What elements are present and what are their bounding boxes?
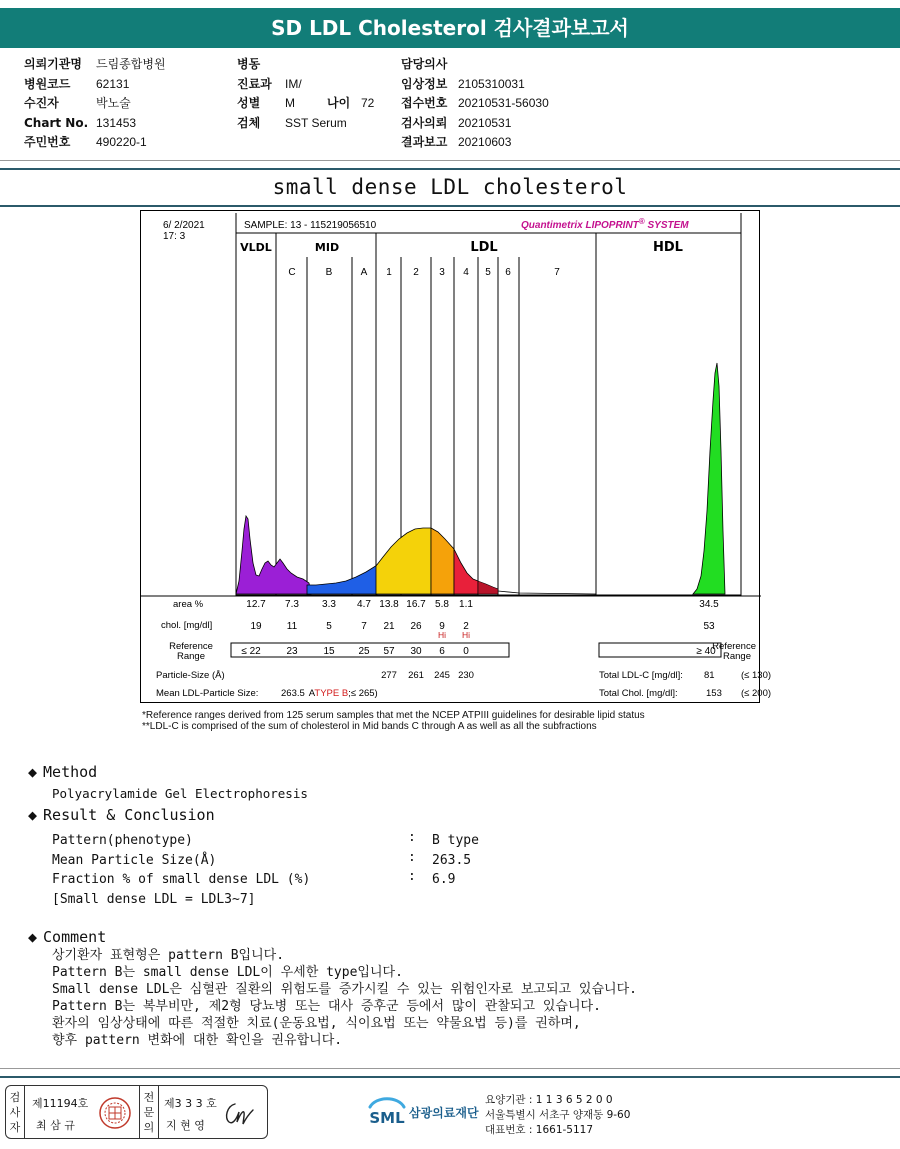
- result-key: Mean Particle Size(Å): [52, 853, 217, 868]
- band-label: 5: [485, 267, 491, 278]
- area-value-hdl: 34.5: [699, 599, 719, 610]
- doc-title: small dense LDL cholesterol: [272, 175, 628, 199]
- chol-value-hdl: 53: [703, 621, 715, 632]
- hi-flag: Hi: [461, 630, 471, 640]
- institution-address: 서울특별시 서초구 양재동 9-60: [485, 1109, 631, 1121]
- area-value: 4.7: [357, 599, 371, 610]
- chart-sample: SAMPLE: 13 - 115219056510: [244, 220, 377, 231]
- area-value: 12.7: [246, 599, 266, 610]
- mean-ldl-type-prefix: A: [308, 688, 315, 699]
- patient-info-right: [401, 55, 549, 153]
- comment-line: 향후 pattern 변화에 대한 확인을 권유합니다.: [52, 1033, 343, 1048]
- comment-line: 환자의 임상상태에 따른 적절한 치료(운동요법, 식이요법 또는 약물요법 등)를 권하며,: [52, 1016, 581, 1031]
- band-label: 6: [505, 267, 511, 278]
- result-colon: :: [408, 869, 416, 884]
- label-request-date: 검사의뢰: [401, 115, 448, 130]
- patient-info-left: [24, 55, 166, 153]
- chol-value: 9: [439, 621, 445, 632]
- value-department: IM/: [285, 76, 302, 91]
- result-colon: :: [408, 850, 416, 865]
- total-ldl-label: Total LDL-C [mg/dl]:: [599, 670, 683, 681]
- band-label: B: [325, 267, 333, 278]
- specialist-label: 전 문 의: [143, 1091, 155, 1134]
- method-text: Polyacrylamide Gel Electrophoresis: [52, 786, 308, 801]
- group-ldl: LDL: [470, 240, 498, 255]
- value-report-date: 20210603: [458, 135, 512, 149]
- peak-ldl1: [376, 528, 431, 594]
- value-chart-no: 131453: [96, 115, 137, 130]
- examiner-license: 제11194호: [32, 1097, 89, 1110]
- peak-ldl4: [478, 581, 498, 594]
- comment-line: Pattern B는 복부비만, 제2형 당뇨병 또는 대사 증후군 등에서 많이 관찰되고 있습니다.: [52, 999, 601, 1014]
- divider: [0, 168, 900, 170]
- specialist-name: 지 현 영: [166, 1119, 205, 1132]
- area-value: 1.1: [459, 599, 473, 610]
- total-ldl-range: (≤ 130): [741, 670, 772, 681]
- total-chol-value: 153: [706, 688, 722, 699]
- area-value: 13.8: [379, 599, 399, 610]
- divider: [0, 160, 900, 161]
- signature-icon: [221, 1098, 261, 1130]
- mean-ldl-type: TYPE B: [314, 688, 349, 699]
- result-pattern-value: B type: [432, 833, 479, 848]
- band-label: 7: [554, 267, 560, 278]
- divider: [0, 205, 900, 207]
- chol-value: 2: [463, 621, 469, 632]
- value-clinical-info: 2105310031: [458, 76, 525, 91]
- value-receipt-no: 20210531-56030: [458, 96, 549, 110]
- total-chol-label: Total Chol. [mg/dl]:: [599, 688, 678, 699]
- label-ward: 병동: [237, 57, 261, 71]
- hi-flag: Hi: [437, 630, 447, 640]
- ref-value: 15: [323, 646, 335, 657]
- ref-value: 6: [439, 646, 445, 657]
- label-age: 나이: [327, 96, 351, 110]
- label-resident-no: 주민번호: [24, 135, 71, 149]
- ref-value: 25: [358, 646, 370, 657]
- group-vldl: VLDL: [240, 241, 272, 254]
- band-label: 2: [413, 267, 419, 278]
- value-patient: 박노술: [96, 96, 131, 110]
- result-key: Pattern(phenotype): [52, 833, 193, 848]
- patient-info: [0, 55, 900, 155]
- value-hospital-code: 62131: [96, 76, 130, 91]
- method-heading: ◆ Method: [28, 763, 98, 781]
- result-heading: ◆ Result & Conclusion: [28, 806, 215, 824]
- diamond-icon: ◆: [28, 928, 38, 946]
- label-report-date: 결과보고: [401, 135, 448, 149]
- mean-ldl-row: [281, 688, 378, 699]
- signature-box: [5, 1085, 268, 1139]
- band-label: A: [360, 267, 368, 278]
- comment-text: [52, 947, 637, 1049]
- footnote: **LDL-C is comprised of the sum of cholesterol in Mid bands C through A as well as all the subfractions: [142, 721, 597, 732]
- examiner-name: 최 삼 규: [36, 1119, 75, 1132]
- chol-value: 11: [286, 621, 298, 632]
- seal-icon: [98, 1094, 132, 1132]
- result-fraction-value: 6.9: [432, 872, 456, 887]
- ref-value-hdl: ≥ 40: [696, 646, 716, 657]
- mean-ldl-value: 263.5: [281, 688, 305, 699]
- ref-value: 23: [286, 646, 298, 657]
- peak-mid: [307, 565, 377, 594]
- value-age: 72: [361, 96, 375, 110]
- area-value: 7.3: [285, 599, 299, 610]
- chart-date: 6/ 2/2021: [163, 220, 205, 231]
- label-hospital-code: 병원코드: [24, 76, 71, 91]
- institution-info: [485, 1093, 630, 1138]
- label-receipt-no: 접수번호: [401, 96, 448, 110]
- particle-size: 245: [434, 670, 450, 681]
- chol-value: 7: [361, 621, 367, 632]
- comment-heading: ◆ Comment: [28, 928, 107, 946]
- band-label: 3: [439, 267, 445, 278]
- chart-brand: Quantimetrix LIPOPRINT® SYSTEM: [521, 217, 689, 231]
- label-sex: 성별: [237, 96, 261, 110]
- divider: [0, 1068, 900, 1069]
- chol-value: 26: [410, 621, 422, 632]
- label-physician: 담당의사: [401, 57, 448, 71]
- examiner-label: 검 사 자: [9, 1091, 21, 1134]
- value-requester: 드림종합병원: [96, 57, 166, 71]
- value-resident-no: 490220-1: [96, 135, 147, 149]
- peak-ldl2: [431, 528, 454, 594]
- total-chol-range: (≤ 200): [741, 688, 772, 699]
- lipoprint-chart-svg: [141, 211, 772, 704]
- band-label: 1: [386, 267, 392, 278]
- institution-code: 요양기관 : 1 1 3 6 5 2 0 0: [485, 1094, 613, 1106]
- chol-value: 5: [326, 621, 332, 632]
- ref-value: 30: [410, 646, 422, 657]
- institution-phone: 대표번호 : 1661-5117: [485, 1124, 594, 1136]
- row-label-ref-right-2: Range: [723, 651, 751, 662]
- label-department: 진료과: [237, 76, 272, 91]
- chol-value: 21: [383, 621, 395, 632]
- comment-line: 상기환자 표현형은 pattern B입니다.: [52, 948, 285, 963]
- row-label-ref-right-1: Reference: [712, 641, 756, 652]
- label-patient: 수진자: [24, 96, 59, 110]
- comment-line: Small dense LDL은 심혈관 질환의 위험도를 증가시킬 수 있는 위험인자로 보고되고 있습니다.: [52, 982, 637, 997]
- particle-size: 277: [381, 670, 397, 681]
- particle-size: 230: [458, 670, 474, 681]
- label-chart-no: Chart No.: [24, 115, 89, 130]
- divider: [0, 1076, 900, 1078]
- chol-value: 19: [250, 621, 262, 632]
- sml-logo-text: SML: [369, 1109, 405, 1127]
- peak-hdl: [693, 363, 725, 594]
- particle-size-label: Particle-Size (Å): [156, 670, 225, 681]
- institution-name: 삼광의료재단: [409, 1106, 479, 1120]
- sml-logo-icon: [366, 1093, 408, 1127]
- ref-value: 57: [383, 646, 395, 657]
- peak-ldl3: [454, 549, 478, 594]
- area-value: 3.3: [322, 599, 336, 610]
- total-ldl-value: 81: [704, 670, 715, 681]
- ref-value: ≤ 22: [241, 646, 261, 657]
- specialist-license: 제3 3 3 호: [164, 1097, 217, 1110]
- mean-ldl-label: Mean LDL-Particle Size:: [156, 688, 259, 699]
- label-specimen: 검체: [237, 115, 261, 130]
- mean-ldl-range: ;≤ 265): [348, 688, 378, 699]
- result-colon: :: [408, 830, 416, 845]
- chart-time: 17: 3: [163, 231, 186, 242]
- area-value: 16.7: [406, 599, 426, 610]
- patient-info-mid: [237, 55, 374, 133]
- footnotes: [142, 710, 645, 732]
- particle-size: 261: [408, 670, 424, 681]
- band-label: C: [288, 267, 296, 278]
- area-value: 5.8: [435, 599, 449, 610]
- lipoprint-chart: [140, 210, 772, 703]
- diamond-icon: ◆: [28, 806, 38, 824]
- label-requester: 의뢰기관명: [24, 57, 82, 71]
- row-label-ref-2: Range: [177, 651, 205, 662]
- result-note: [Small dense LDL = LDL3~7]: [52, 892, 256, 907]
- comment-line: Pattern B는 small dense LDL이 우세한 type입니다.: [52, 965, 403, 980]
- value-specimen: SST Serum: [285, 115, 347, 130]
- band-label: 4: [463, 267, 469, 278]
- value-request-date: 20210531: [458, 115, 512, 130]
- row-label-ref-1: Reference: [169, 641, 213, 652]
- peak-vldl: [236, 516, 311, 594]
- report-title: SD LDL Cholesterol 검사결과보고서: [0, 8, 900, 48]
- ref-value: 0: [463, 646, 469, 657]
- group-hdl: HDL: [653, 240, 683, 255]
- row-label-chol: chol. [mg/dl]: [161, 620, 213, 631]
- footnote: *Reference ranges derived from 125 serum samples that met the NCEP ATPIII guidelines for desirable lipid status: [142, 710, 645, 721]
- row-label-area: area %: [173, 599, 204, 610]
- result-size-value: 263.5: [432, 853, 472, 868]
- diamond-icon: ◆: [28, 763, 38, 781]
- label-clinical-info: 임상정보: [401, 76, 448, 91]
- value-sex: M: [285, 96, 295, 110]
- result-key: Fraction % of small dense LDL (%): [52, 872, 311, 887]
- group-mid: MID: [314, 241, 340, 254]
